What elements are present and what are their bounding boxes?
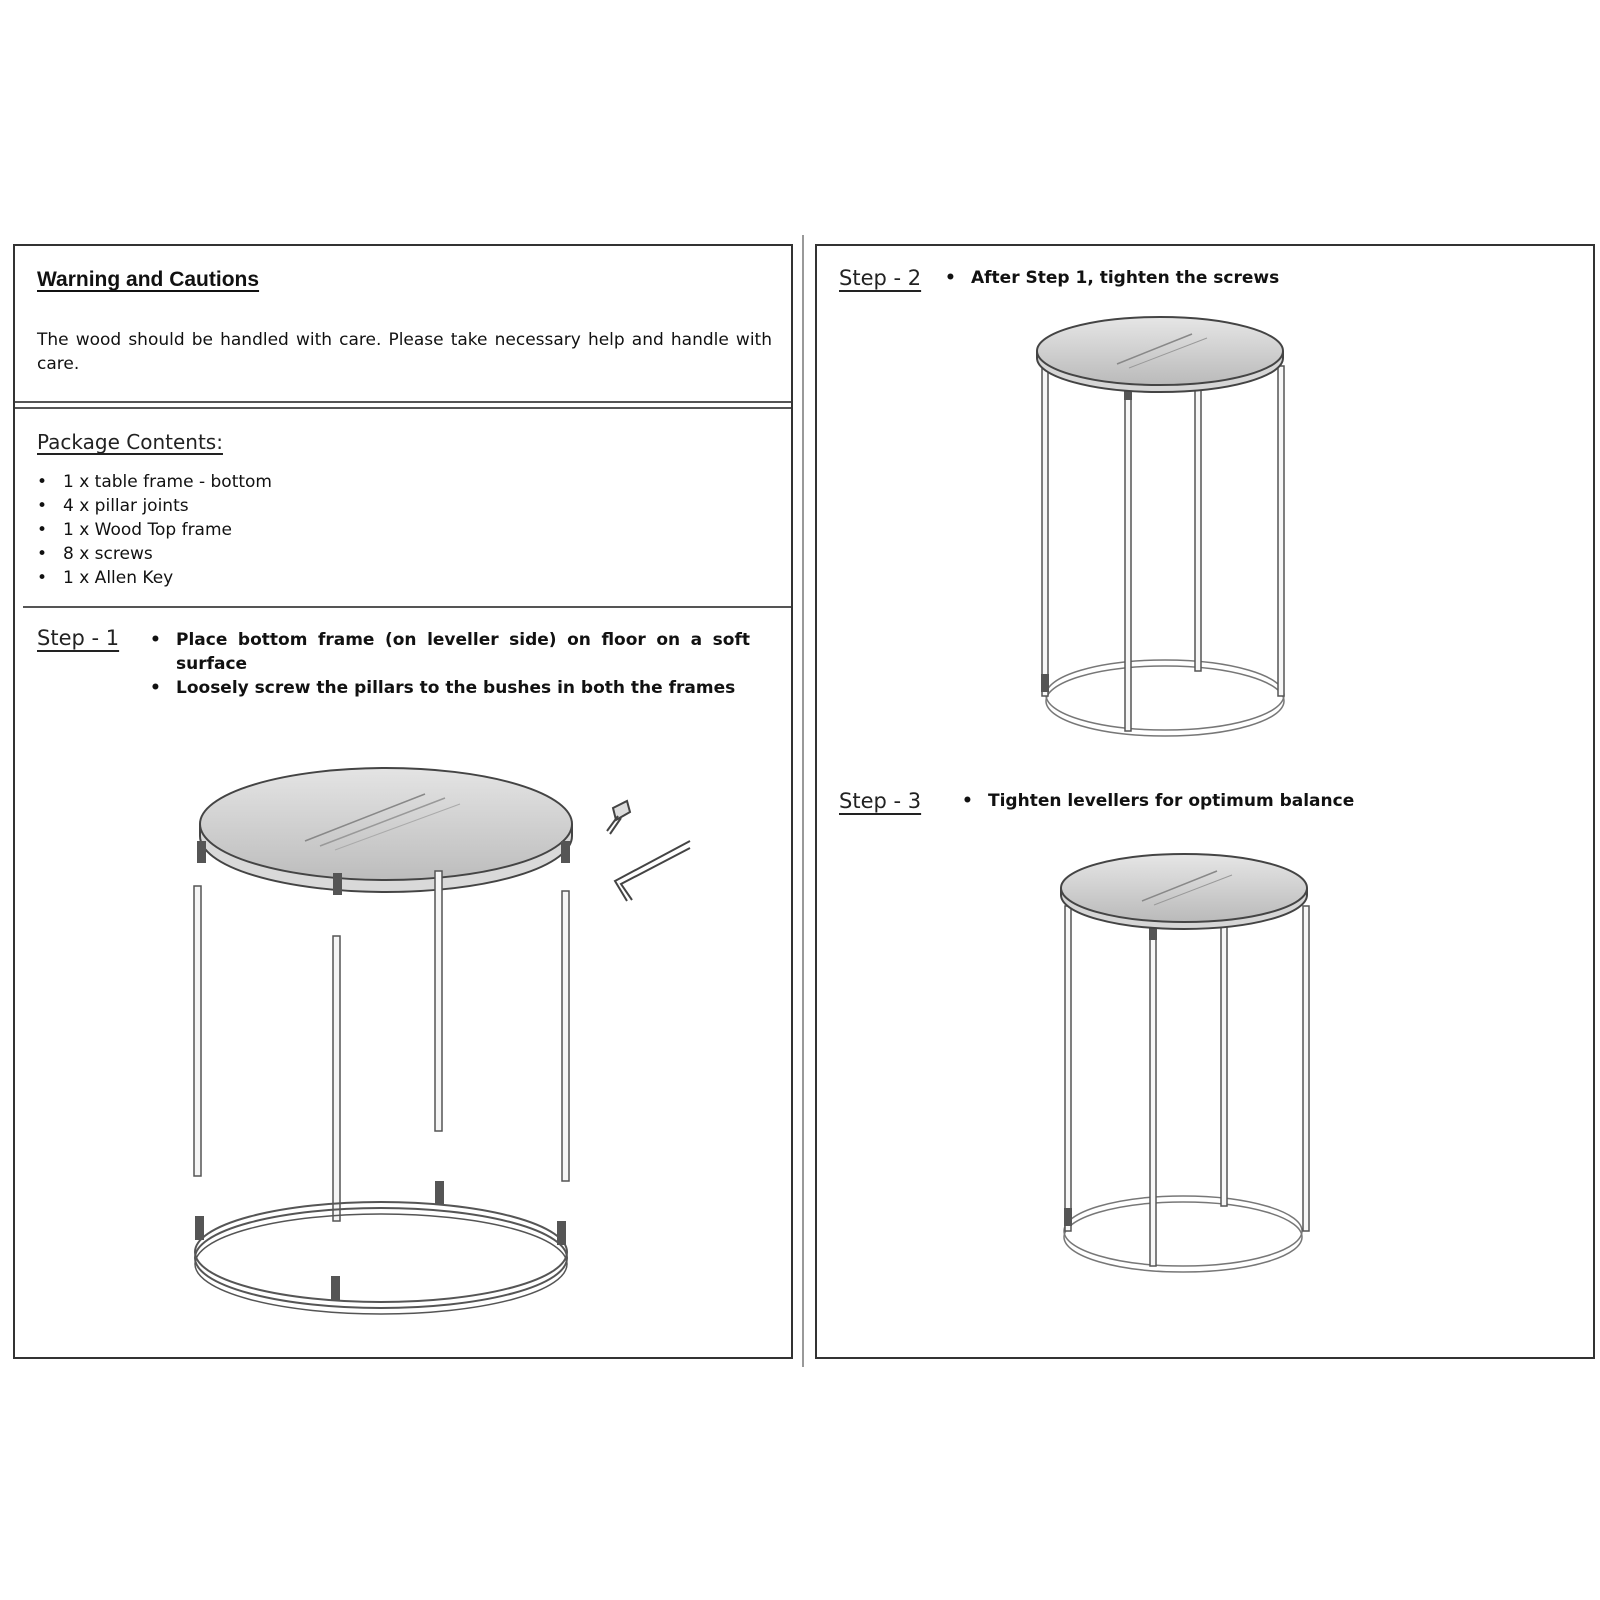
- step-3-assembled-diagram: [817, 246, 1597, 1361]
- package-title: Package Contents:: [37, 430, 223, 454]
- step-3-label: Step - 3: [839, 789, 922, 813]
- step-1-instruction: • Place bottom frame (on leveller side) on floor on a soft surface: [150, 628, 750, 676]
- wood-top-frame: [200, 768, 572, 892]
- package-item: • 1 x table frame - bottom: [37, 470, 537, 494]
- package-item: • 8 x screws: [37, 542, 537, 566]
- left-panel: [13, 244, 793, 1359]
- package-item: • 1 x Allen Key: [37, 566, 537, 590]
- allen-key-icon: [615, 841, 690, 901]
- step-1-exploded-diagram: [15, 246, 795, 1361]
- package-item: • 4 x pillar joints: [37, 494, 537, 518]
- bottom-bushes: [195, 1181, 566, 1300]
- screw-icon: [607, 801, 630, 834]
- step-2-instruction: • After Step 1, tighten the screws: [945, 266, 1545, 290]
- package-item: • 1 x Wood Top frame: [37, 518, 537, 542]
- step-3-bushes: [1064, 926, 1157, 1226]
- step-1-label: Step - 1: [37, 626, 120, 650]
- center-divider: [802, 235, 804, 1367]
- warning-title: Warning and Cautions: [37, 268, 260, 291]
- step-3-instruction: • Tighten levellers for optimum balance: [962, 789, 1562, 813]
- pillars: [194, 871, 569, 1221]
- step-2-label: Step - 2: [839, 266, 922, 290]
- warning-text: The wood should be handled with care. Please take necessary help and handle with care.: [37, 330, 772, 374]
- step-3-tabletop: [1061, 854, 1307, 929]
- step-3-bottom-ring: [1064, 1196, 1302, 1272]
- right-panel: [815, 244, 1595, 1359]
- table-frame-bottom: [195, 1202, 567, 1314]
- step-1-instruction: • Loosely screw the pillars to the bushes in both the frames: [150, 676, 750, 700]
